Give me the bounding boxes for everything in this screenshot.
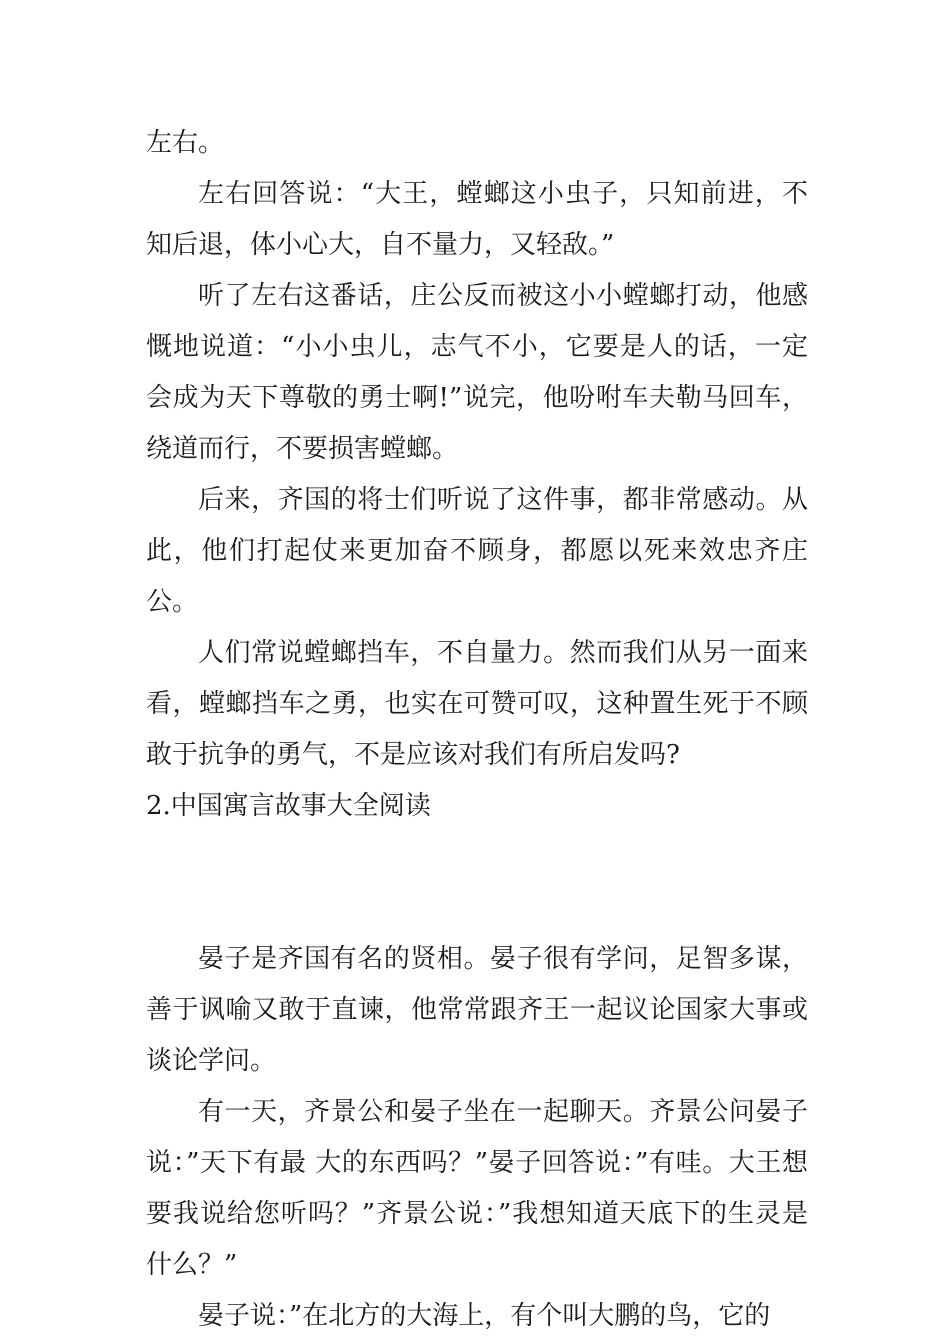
paragraph-dapeng: 晏子说：”在北方的大海上，有个叫大鹏的鸟，它的: [198, 1301, 771, 1331]
paragraph-conversation: 有一天，齐景公和晏子坐在一起聊天。齐景公问晏子说：”天下有最 大的东西吗？”晏子回答说：”有哇。大王想要我说给您听吗？”齐景公说：”我想知道天底下的生灵是什么？”: [146, 1097, 808, 1280]
paragraph-duke-moved: 听了左右这番话，庄公反而被这小小螳螂打动，他感慨地说道：“小小虫儿，志气不小，它要是人的话，一定会成为天下尊敬的勇士啊!”说完，他吩咐车夫勒马回车，绕道而行，不要损害螳螂。: [146, 281, 808, 464]
paragraph-moral: 人们常说螳螂挡车，不自量力。然而我们从另一面来看，螳螂挡车之勇，也实在可赞可叹，这种置生死于不顾敢于抗争的勇气，不是应该对我们有所启发吗?: [146, 638, 808, 770]
paragraph-yanzi-intro: 晏子是齐国有名的贤相。晏子很有学问，足智多谋，善于讽喻又敢于直谏，他常常跟齐王一起议论国家大事或谈论学问。: [146, 944, 808, 1076]
section-heading: 2.中国寓言故事大全阅读: [146, 791, 431, 821]
blank-gap: [146, 832, 808, 934]
document-body: [146, 118, 808, 1342]
paragraph-attendants-answer: 左右回答说：“大王，螳螂这小虫子，只知前进，不知后退，体小心大，自不量力，又轻敌。”: [146, 179, 808, 260]
paragraph-soldiers-moved: 后来，齐国的将士们听说了这件事，都非常感动。从此，他们打起仗来更加奋不顾身，都愿以死来效忠齐庄公。: [146, 485, 808, 617]
paragraph-continuation: 左右。: [146, 128, 225, 158]
